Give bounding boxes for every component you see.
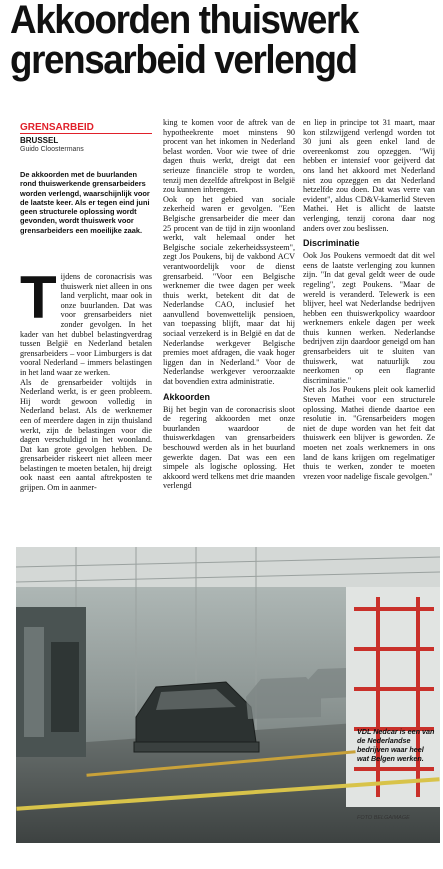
body-paragraph: en liep in principe tot 31 maart, maar kon stilzwijgend verlengd worden tot 30 juni als geen enkel land de overeenkomst zou opzeggen. "Wij hebben er intensief voor geijverd dat ons land het akkoord met Nederland niet zou opzeggen en dat Nederland hetzelfde zou doen. Dat was verre van evident", aldus CD&V-kamerlid Steven Mathei. Het is allicht de laatste verlenging, tenzij corona daar nog anders over zou beslissen. xyxy=(303,118,435,233)
article-column-2 xyxy=(163,118,295,491)
headline-line-2: grensarbeid verlengd xyxy=(10,38,357,82)
kicker-rule xyxy=(20,133,152,134)
section-kicker: GRENSARBEID xyxy=(20,122,94,133)
assembly-line-image xyxy=(16,547,440,843)
subheading-akkoorden: Akkoorden xyxy=(163,391,211,402)
article-column-3 xyxy=(303,118,435,481)
factory-photo xyxy=(16,547,440,843)
body-paragraph: Als de grensarbeider voltijds in Nederland werkt, is er geen probleem. Hij wordt gewoon volledig in Nederland belast. Als de werknemer een of meerdere dagen in zijn thuisland werkt, zijn de belastingen voor die dagen verschuldigd in het woonland. Dat kan grote gevolgen hebben. De grensarbeider riskeert niet alleen meer belastingen te moeten betalen, hij dreigt ook naast een aantal aftrekposten te grijpen. Om in aanmer- xyxy=(20,377,152,493)
body-paragraph: Ook Jos Poukens vermoedt dat dit wel eens de laatste verlenging zou kunnen zijn. "In dat geval geldt weer de oude regeling", zegt Poukens. "Maar de wereld is veranderd. Telewerk is een blijver, heel wat Nederlandse bedrijven hebben een thuiswerkpolicy waardoor werknemers enkele dagen per week thuis kunnen werken. Nederlandse bedrijven zijn daardoor geneigd om han grensarbeiders uit te sluiten van thuiswerk, wat natuurlijk zou neerkomen op een flagrante discriminatie." xyxy=(303,251,435,385)
headline-line-1: Akkoorden thuiswerk xyxy=(10,0,359,42)
byline: Guido Cloostermans xyxy=(20,146,84,153)
body-paragraph: Ook op het gebied van sociale zekerheid waren er gevolgen. "Een Belgische grensarbeider die meer dan 25 procent van de tijd in zijn woonland werkt, valt helemaal onder het Belgische sociale zekerheidssysteem", zegt Jos Poukens, bij de vakbond ACV verantwoordelijk voor de dienst grensarbeid. "Voor een Belgische werknemer die twee dagen per week thuis werkt, betekent dit dat de Nederlandse CAO, inclusief het aanvullend bovenwettelijk pensioen, van toepassing blijft, maar dat hij sociaal verzekerd is in België en dat de Nederlandse werkgever Belgische premies moet afdragen, die vaak hoger liggen dan in Nederland." Voor de Nederlandse werkgever veroorzaakte dat bovendien extra administratie. xyxy=(163,194,295,387)
body-paragraph: Bij het begin van de coronacrisis sloot de regering akkoorden met onze buurlanden waardoor de thuiswerkdagen van grensarbeiders beschouwd werden als in het buurland gewerkte dagen. Dat was een een simpele als logische oplossing. Het akkoord werd telkens met drie maanden verlengd xyxy=(163,404,295,491)
dateline: BRUSSEL xyxy=(20,136,59,145)
body-paragraph: Net als Jos Poukens pleit ook kamerlid Steven Mathei voor een structurele oplossing. Mathei diende daartoe een resolutie in. "Grensarbeiders mogen niet de dupe worden van het feit dat thuiswerk een blijver is geworden. Ze moeten net zoals werknemers in ons land de kans krijgen om regelmatiger thuis te werken, zonder te moeten vrezen voor nadelige fiscale gevolgen." xyxy=(303,385,435,481)
subheading-discriminatie: Discriminatie xyxy=(303,238,360,249)
headline xyxy=(10,0,406,80)
article-column-1 xyxy=(20,264,152,493)
body-paragraph: ijdens de coronacrisis was thuiswerk niet alleen in ons land verplicht, maar ook in onze buurlanden. Dat was voor grensarbeiders niet zonder gevolgen. In het kader van het dubbel belastingverdrag tussen België en Nederland betalen grensarbeiders – voor Limburgers is dat vooral Nederland – immers belastingen in het land waar ze werken. xyxy=(20,272,152,377)
lead-paragraph: De akkoorden met de buurlanden rond thuiswerkende grensarbeiders worden verlengd, waarschijnlijk voor de laatste keer. Als er tegen eind juni geen structurele oplossing wordt gevonden, wordt thuiswerk voor grensarbeiders een moeilijke zaak. xyxy=(20,170,150,235)
drop-cap: T xyxy=(20,264,57,331)
photo-credit: FOTO BELGAIMAGE xyxy=(357,815,410,821)
body-paragraph: king te komen voor de aftrek van de hypotheekrente moet minstens 90 procent van het inkomen in Nederland belast worden. Voor wie twee of drie dagen thuis werkt, dreigt dat een serieuze financiële strop te worden, tenzij men dezelfde aftrekpost in België zou kunnen inbrengen. xyxy=(163,118,295,195)
photo-caption: VDL Nedcar is een van de Nederlandse bedrijven waar heel wat Belgen werken. xyxy=(357,727,435,763)
